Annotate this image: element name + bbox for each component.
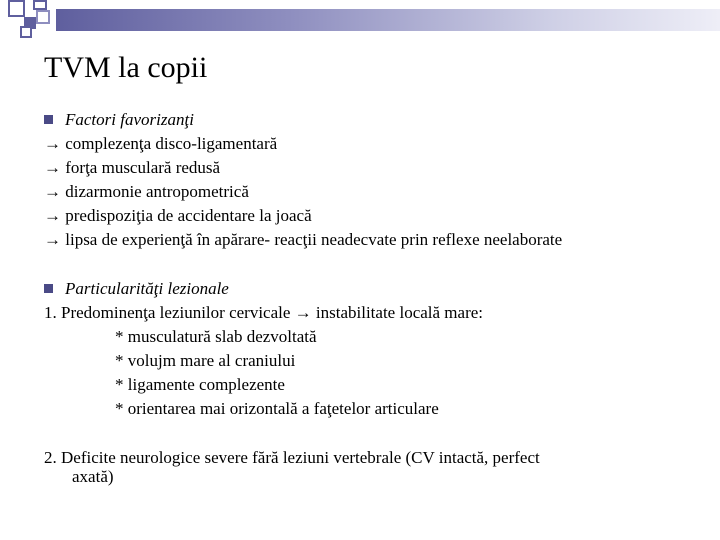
list-item: → complezenţa disco-ligamentară <box>44 134 278 153</box>
sub-list-item: * ligamente complezente <box>115 375 285 394</box>
decor-square <box>33 0 47 10</box>
square-bullet-icon <box>44 115 53 124</box>
header-band <box>56 9 720 31</box>
decor-square <box>8 0 25 17</box>
slide-title: TVM la copii <box>44 51 208 84</box>
decor-square <box>36 10 50 24</box>
list-item: → predispoziţia de accidentare la joacă <box>44 206 312 225</box>
sub-list-item: * orientarea mai orizontală a faţetelor articulare <box>115 399 439 418</box>
square-bullet-icon <box>44 284 53 293</box>
section-heading-particularities <box>44 277 229 301</box>
decor-square <box>20 26 32 38</box>
section-heading-text: Particularităţi lezionale <box>65 279 229 298</box>
numbered-point-2-continuation: axată) <box>72 467 114 486</box>
list-item: → dizarmonie antropometrică <box>44 182 249 201</box>
sub-list-item: * musculatură slab dezvoltată <box>115 327 317 346</box>
list-item: → lipsa de experienţă în apărare- reacţii neadecvate prin reflexe neelaborate <box>44 230 563 249</box>
numbered-point-2: 2. Deficite neurologice severe fără leziuni vertebrale (CV intactă, perfect <box>44 448 540 467</box>
section-heading-factors <box>44 108 194 132</box>
numbered-point-1: 1. Predominenţa leziunilor cervicale → instabilitate locală mare: <box>44 303 483 322</box>
section-heading-text: Factori favorizanţi <box>65 110 194 129</box>
list-item: → forţa musculară redusă <box>44 158 221 177</box>
sub-list-item: * volujm mare al craniului <box>115 351 296 370</box>
